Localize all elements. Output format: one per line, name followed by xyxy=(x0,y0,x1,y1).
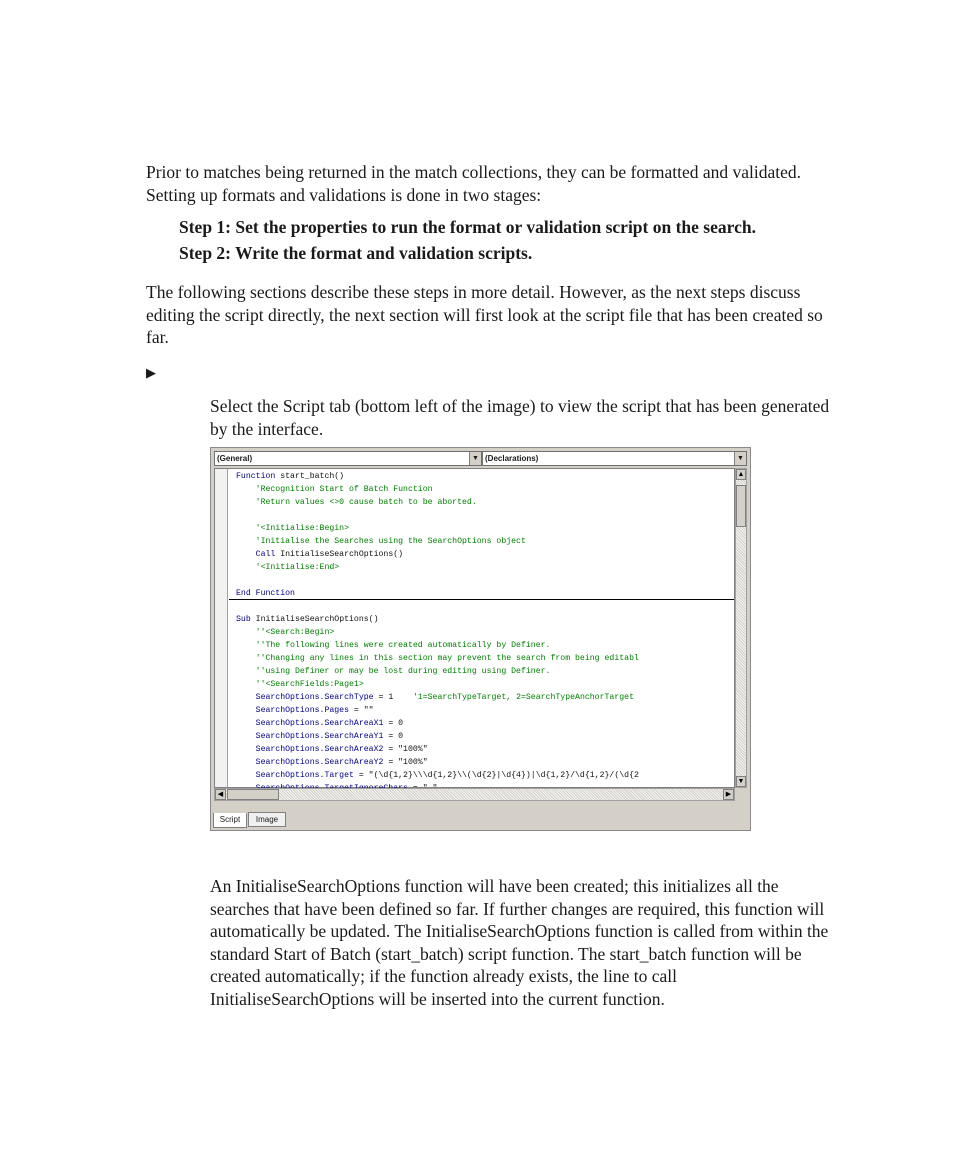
code-token: = 1 xyxy=(373,693,413,702)
code-line xyxy=(236,756,428,769)
code-line xyxy=(236,535,526,548)
code-line xyxy=(236,548,403,561)
code-window[interactable] xyxy=(214,468,735,788)
dropdown-arrow-icon[interactable]: ▼ xyxy=(469,452,481,465)
code-line xyxy=(236,665,550,678)
step-1: Step 1: Set the properties to run the format or validation script on the search. xyxy=(179,217,756,237)
code-token: ''Changing any lines in this section may prevent the search from being editabl xyxy=(236,654,639,663)
code-line xyxy=(236,561,339,574)
code-line xyxy=(236,496,477,509)
code-token: 'Return values <>0 cause batch to be aborted. xyxy=(236,498,477,507)
code-token: = "100%" xyxy=(383,758,428,767)
code-line xyxy=(236,470,344,483)
code-token: = 0 xyxy=(383,732,404,741)
code-token: '<Initialise:Begin> xyxy=(236,524,350,533)
code-line xyxy=(236,730,403,743)
script-editor-screenshot xyxy=(210,447,751,831)
code-line xyxy=(236,717,403,730)
code-token: SearchOptions.Pages xyxy=(236,706,350,715)
code-line xyxy=(236,613,379,626)
code-line xyxy=(236,626,334,639)
scroll-up-icon[interactable]: ▲ xyxy=(737,471,745,478)
horizontal-scroll-thumb[interactable] xyxy=(227,789,279,800)
code-line xyxy=(236,652,639,665)
procedure-combo[interactable] xyxy=(482,451,747,466)
code-line xyxy=(236,522,349,535)
code-token: SearchOptions.SearchAreaX1 xyxy=(236,719,384,728)
intro-paragraph: Prior to matches being returned in the match collections, they can be formatted and validated. Setting up formats and validations is done in two stages: xyxy=(146,162,802,205)
code-line xyxy=(236,691,634,704)
code-token: SearchOptions.SearchType xyxy=(236,693,374,702)
vertical-scrollbar[interactable] xyxy=(735,468,747,788)
code-token: Sub xyxy=(236,615,251,624)
code-line xyxy=(236,743,428,756)
code-token: ''<SearchFields:Page1> xyxy=(236,680,364,689)
code-line xyxy=(236,704,374,717)
code-line xyxy=(236,639,550,652)
code-token: InitialiseSearchOptions() xyxy=(250,615,379,624)
code-token: SearchOptions.Target xyxy=(236,771,354,780)
scroll-down-icon[interactable]: ▼ xyxy=(737,778,745,785)
step-2: Step 2: Write the format and validation scripts. xyxy=(179,243,533,263)
code-token: '<Initialise:End> xyxy=(236,563,340,572)
tab-image[interactable]: Image xyxy=(248,812,286,827)
code-token: = 0 xyxy=(383,719,404,728)
horizontal-scrollbar[interactable] xyxy=(214,788,735,801)
bullet-arrow-icon: ▶ xyxy=(146,365,156,380)
code-token: ''The following lines were created automatically by Definer. xyxy=(236,641,551,650)
code-token: End Function xyxy=(236,589,295,598)
outro-paragraph: An InitialiseSearchOptions function will have been created; this initializes all the searches that have been defined so far. If further changes are required, this function will automatically be updated. The InitialiseSearchOptions function is called from within the standard Start of Batch (start_batch) script function. The start_batch function will be created automatically; if the function already exists, the line to call InitialiseSearchOptions will be inserted into the current function. xyxy=(210,876,829,1009)
tab-script[interactable]: Script xyxy=(213,813,247,828)
code-token: SearchOptions.SearchAreaX2 xyxy=(236,745,384,754)
scroll-right-icon[interactable]: ▶ xyxy=(723,789,734,800)
code-token: start_batch() xyxy=(275,472,345,481)
code-token: InitialiseSearchOptions() xyxy=(275,550,404,559)
code-token: '1=SearchTypeTarget, 2=SearchTypeAnchorTarget xyxy=(412,693,634,702)
code-token: = "100%" xyxy=(383,745,428,754)
code-token: Call xyxy=(236,550,276,559)
vertical-scroll-thumb[interactable] xyxy=(736,485,746,527)
procedure-combo-value: (Declarations) xyxy=(485,454,539,463)
margin-indicator-bar xyxy=(215,469,228,787)
procedure-separator xyxy=(229,599,734,600)
code-token: = "" xyxy=(349,706,374,715)
following-paragraph: The following sections describe these steps in more detail. However, as the next steps discuss editing the script directly, the next section will first look at the script file that has been created so far. xyxy=(146,282,823,347)
select-instruction: Select the Script tab (bottom left of the image) to view the script that has been generated by the interface. xyxy=(210,396,830,439)
code-token: Function xyxy=(236,472,276,481)
code-line xyxy=(236,483,433,496)
code-token: 'Initialise the Searches using the SearchOptions object xyxy=(236,537,526,546)
code-token: ''<Search:Begin> xyxy=(236,628,335,637)
code-token: = "(\d{1,2}\\\d{1,2}\\(\d{2}|\d{4})|\d{1,2}/\d{1,2}/(\d{2 xyxy=(353,771,639,780)
code-token: ''using Definer or may be lost during editing using Definer. xyxy=(236,667,551,676)
code-token: 'Recognition Start of Batch Function xyxy=(236,485,433,494)
object-combo[interactable] xyxy=(214,451,482,466)
code-line xyxy=(236,769,639,782)
code-token: SearchOptions.SearchAreaY2 xyxy=(236,758,384,767)
object-combo-value: (General) xyxy=(217,454,253,463)
scroll-left-icon[interactable]: ◀ xyxy=(215,789,226,800)
code-line xyxy=(236,678,364,691)
code-token: SearchOptions.SearchAreaY1 xyxy=(236,732,384,741)
dropdown-arrow-icon[interactable]: ▼ xyxy=(734,452,746,465)
